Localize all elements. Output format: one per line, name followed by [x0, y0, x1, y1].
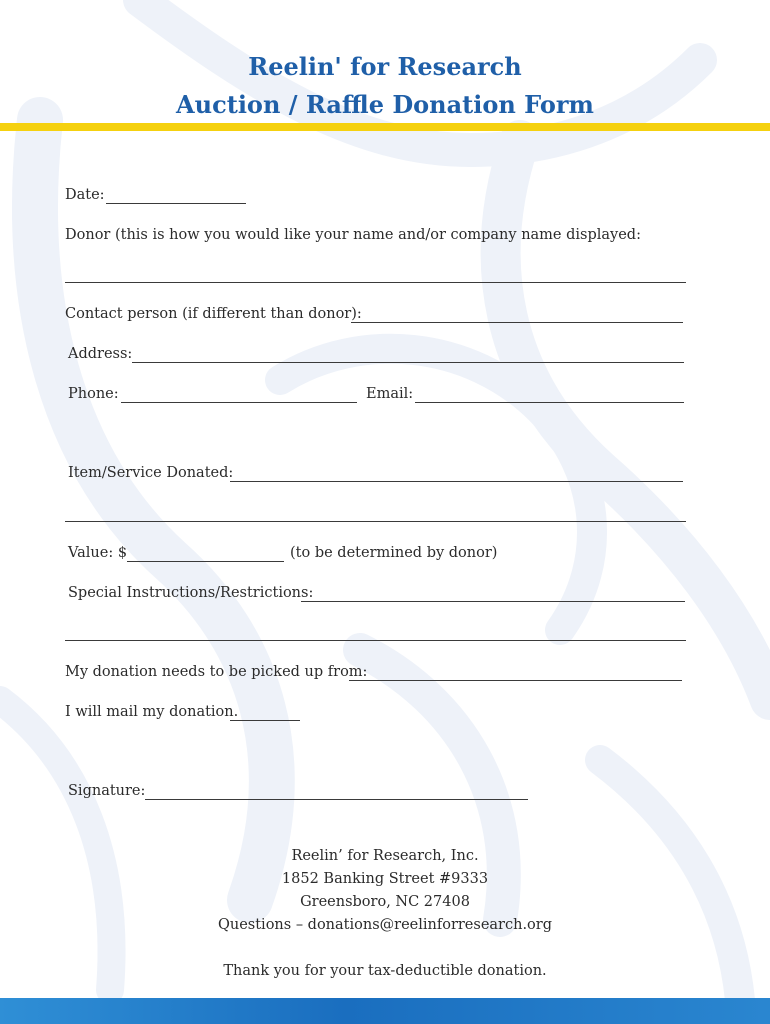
special-instructions-field-continued[interactable] — [65, 640, 686, 641]
form-title: Auction / Raffle Donation Form — [176, 90, 594, 119]
contact-field[interactable] — [351, 322, 683, 323]
address-label: Address: — [68, 346, 133, 362]
phone-field[interactable] — [121, 402, 357, 403]
donor-field[interactable] — [65, 282, 686, 283]
item-field[interactable] — [230, 481, 683, 482]
special-instructions-field[interactable] — [301, 601, 685, 602]
mail-label: I will mail my donation. — [65, 704, 239, 720]
value-label: Value: $ — [68, 545, 128, 561]
footer-accent-bar — [0, 998, 770, 1024]
mail-field[interactable] — [230, 720, 300, 721]
phone-label: Phone: — [68, 386, 119, 402]
value-note: (to be determined by donor) — [290, 545, 498, 561]
pickup-field[interactable] — [349, 680, 682, 681]
pickup-label: My donation needs to be picked up from: — [65, 664, 368, 680]
footer-org-name: Reelin’ for Research, Inc. — [291, 848, 479, 864]
page-title: Reelin' for Research — [248, 52, 522, 81]
contact-label: Contact person (if different than donor): — [65, 306, 362, 322]
item-label: Item/Service Donated: — [68, 465, 234, 481]
date-field[interactable] — [106, 203, 246, 204]
value-field[interactable] — [127, 561, 284, 562]
address-field[interactable] — [132, 362, 684, 363]
footer-questions: Questions – donations@reelinforresearch.org — [217, 917, 553, 933]
date-label: Date: — [65, 187, 105, 203]
special-instructions-label: Special Instructions/Restrictions: — [68, 585, 314, 601]
item-field-continued[interactable] — [65, 521, 686, 522]
donor-label: Donor (this is how you would like your name and/or company name displayed: — [65, 227, 641, 243]
footer-city: Greensboro, NC 27408 — [300, 894, 470, 910]
footer-thanks: Thank you for your tax-deductible donation. — [223, 963, 547, 979]
email-field[interactable] — [415, 402, 684, 403]
email-label: Email: — [366, 386, 414, 402]
signature-field[interactable] — [145, 799, 528, 800]
footer-street: 1852 Banking Street #9333 — [281, 871, 489, 887]
header-accent-bar — [0, 123, 770, 131]
signature-label: Signature: — [68, 783, 146, 799]
